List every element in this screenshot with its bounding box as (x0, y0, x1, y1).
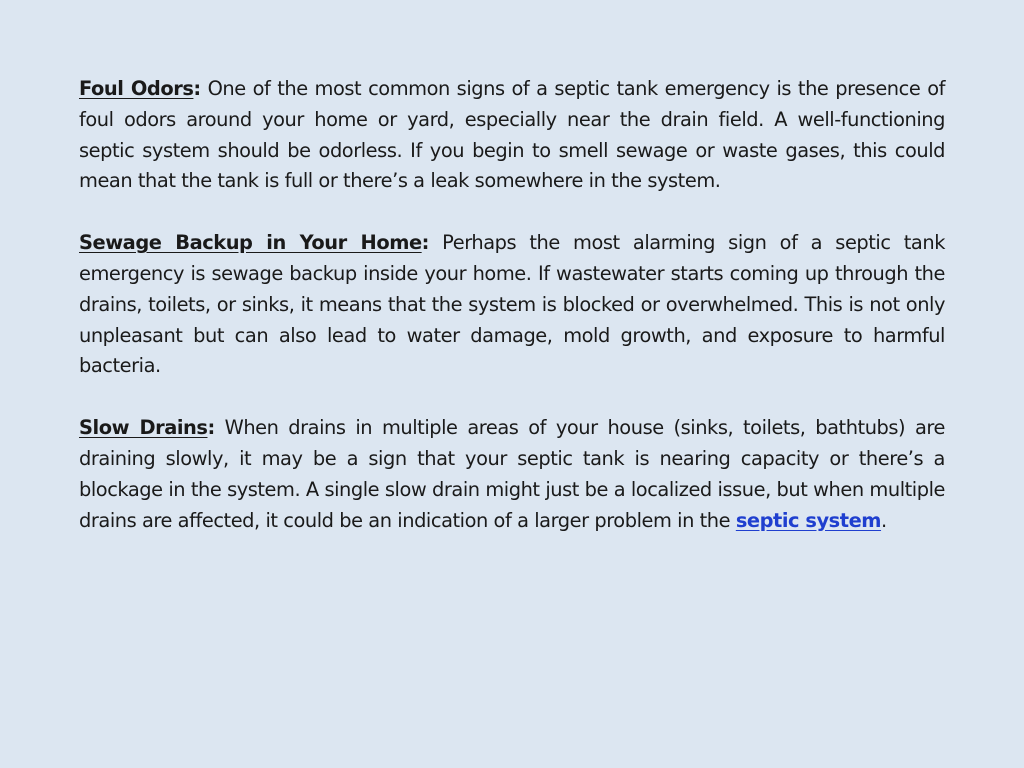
septic-system-link[interactable]: septic system (735, 508, 882, 532)
paragraph-slow-drains (79, 413, 945, 536)
paragraph-sewage-backup (79, 228, 945, 382)
heading-sewage-backup: Sewage Backup in Your Home (79, 231, 422, 255)
heading-colon: : (207, 416, 215, 440)
body-slow-drains-tail: . (881, 508, 887, 532)
body-sewage-backup: Perhaps the most alarming sign of a septic tank emergency is sewage backup inside your home. If wastewater starts coming up through the drains, toilets, or sinks, it means that the system is blocked or overwhelmed. This is not only unpleasant but can also lead to water damage, mold growth, and exposure to harmful bacteria. (79, 231, 945, 378)
paragraph-foul-odors (79, 74, 945, 197)
heading-foul-odors: Foul Odors (79, 77, 194, 100)
content-area (79, 74, 945, 567)
body-slow-drains: When drains in multiple areas of your house (sinks, toilets, bathtubs) are draining slowly, it may be a sign that your septic tank is nearing capacity or there’s a blockage in the system. A single slow drain might just be a localized issue, but when multiple drains are affected, it could be an indication of a larger problem in the (79, 416, 945, 532)
heading-colon: : (421, 231, 429, 255)
heading-colon: : (193, 77, 201, 100)
body-foul-odors: One of the most common signs of a septic tank emergency is the presence of foul odors around your home or yard, especially near the drain field. A well-functioning septic system should be odorless. If you begin to smell sewage or waste gases, this could mean that the tank is full or there’s a leak somewhere in the system. (79, 77, 945, 193)
heading-slow-drains: Slow Drains (79, 416, 208, 440)
